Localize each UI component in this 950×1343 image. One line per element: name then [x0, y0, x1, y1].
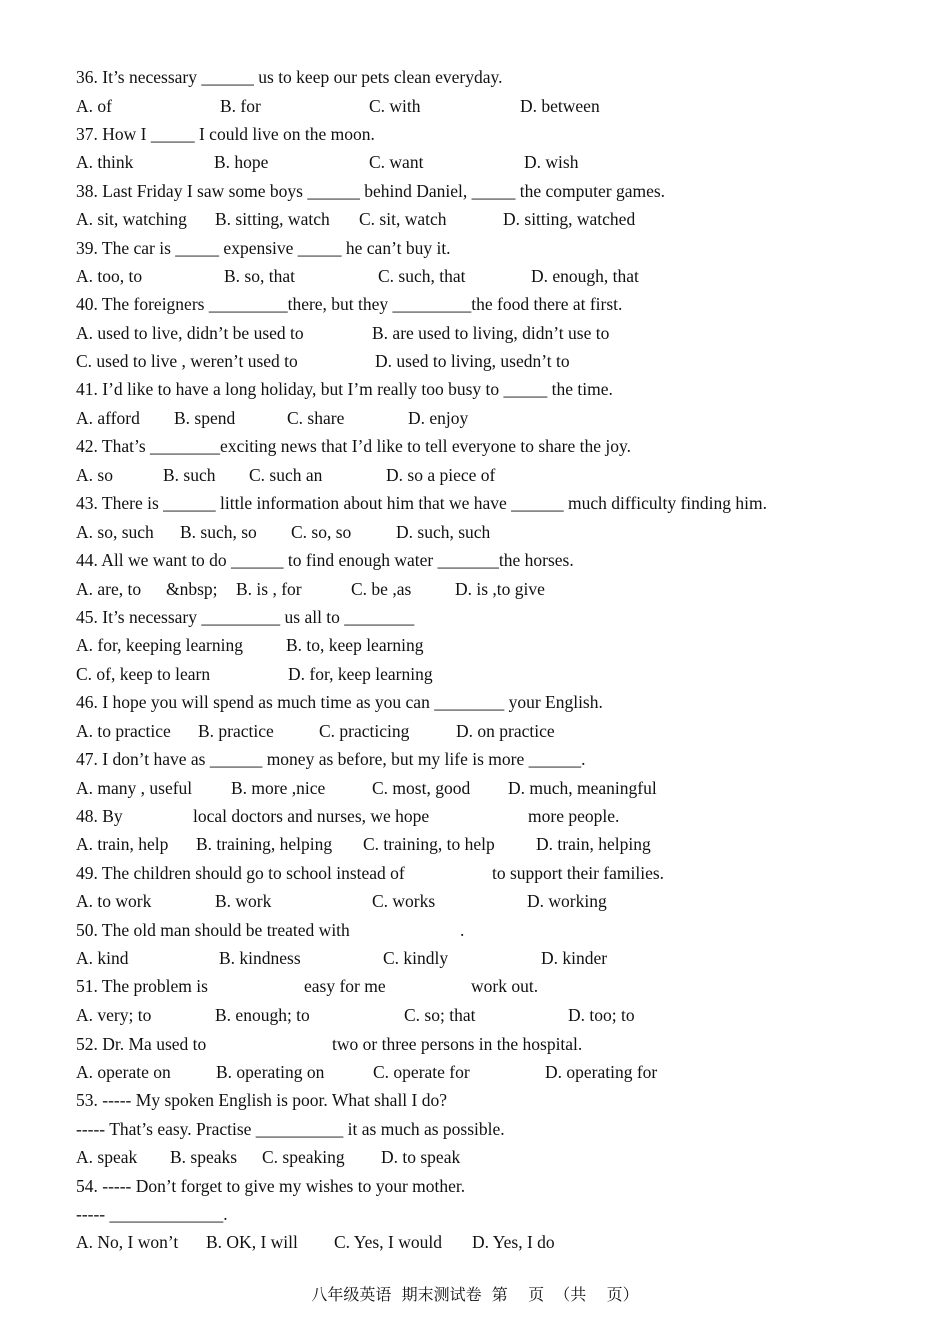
option-c: C. so, so — [291, 522, 352, 542]
option-a: A. speak — [76, 1147, 138, 1167]
stem-part: 49. The children should go to school instead of — [76, 863, 405, 883]
option-b: B. operating on — [216, 1062, 325, 1082]
option-b: B. for — [220, 96, 261, 116]
option-d: D. such, such — [396, 522, 491, 542]
option-a: A. too, to — [76, 266, 143, 286]
option-c: C. such, that — [378, 266, 466, 286]
option-d: D. is ,to give — [455, 579, 545, 599]
option-b: B. work — [215, 891, 272, 911]
option-a: A. of — [76, 96, 112, 116]
option-c: C. with — [369, 96, 421, 116]
question-37-stem: 37. How I _____ I could live on the moon. — [76, 124, 375, 144]
stem-part: . — [460, 920, 465, 940]
option-b: B. enough; to — [215, 1005, 310, 1025]
option-b: B. training, helping — [196, 834, 333, 854]
question-54-stem: 54. ----- Don’t forget to give my wishes to your mother. — [76, 1176, 466, 1196]
option-a: A. very; to — [76, 1005, 152, 1025]
option-c: C. sit, watch — [359, 209, 447, 229]
option-b: B. are used to living, didn’t use to — [372, 323, 610, 343]
option-c: C. share — [287, 408, 345, 428]
question-47-stem: 47. I don’t have as ______ money as before, but my life is more ______. — [76, 749, 586, 769]
option-a: A. are, to — [76, 579, 142, 599]
option-a: A. operate on — [76, 1062, 171, 1082]
option-a: A. many , useful — [76, 778, 193, 798]
option-d: D. kinder — [541, 948, 608, 968]
option-a: A. to practice — [76, 721, 171, 741]
option-d: D. too; to — [568, 1005, 635, 1025]
stem-part: 51. The problem is — [76, 976, 208, 996]
option-a: A. think — [76, 152, 134, 172]
option-b: B. hope — [214, 152, 269, 172]
option-b: B. kindness — [219, 948, 301, 968]
stem-part: 50. The old man should be treated with — [76, 920, 350, 940]
option-d: D. for, keep learning — [288, 664, 433, 684]
question-44-stem: 44. All we want to do ______ to find enough water _______the horses. — [76, 550, 574, 570]
option-b: B. sitting, watch — [215, 209, 330, 229]
option-b: B. such, so — [180, 522, 257, 542]
stem-part: two or three persons in the hospital. — [332, 1034, 583, 1054]
page-footer: 八年级英语 期末测试卷 第 页 （共 页） — [311, 1285, 639, 1304]
option-b: B. OK, I will — [206, 1232, 298, 1252]
stem-part: work out. — [471, 976, 539, 996]
question-41-stem: 41. I’d like to have a long holiday, but I’m really too busy to _____ the time. — [76, 379, 613, 399]
option-a: A. to work — [76, 891, 152, 911]
option-c: C. of, keep to learn — [76, 664, 211, 684]
option-c: C. most, good — [372, 778, 471, 798]
stem-part: 52. Dr. Ma used to — [76, 1034, 207, 1054]
stray-nbsp-text: &nbsp; — [166, 579, 218, 599]
stem-part: more people. — [528, 806, 620, 826]
stem-part: local doctors and nurses, we hope — [193, 806, 430, 826]
option-d: D. operating for — [545, 1062, 658, 1082]
option-b: B. so, that — [224, 266, 295, 286]
option-a: A. No, I won’t — [76, 1232, 179, 1252]
option-a: A. kind — [76, 948, 129, 968]
option-d: D. working — [527, 891, 607, 911]
option-d: D. enjoy — [408, 408, 469, 428]
question-36-stem: 36. It’s necessary ______ us to keep our pets clean everyday. — [76, 67, 503, 87]
option-d: D. Yes, I do — [472, 1232, 555, 1252]
option-d: D. much, meaningful — [508, 778, 657, 798]
question-45-stem: 45. It’s necessary _________ us all to ________ — [76, 607, 415, 627]
option-b: B. practice — [198, 721, 274, 741]
option-a: A. afford — [76, 408, 140, 428]
option-d: D. on practice — [456, 721, 555, 741]
question-53-stem: 53. ----- My spoken English is poor. What shall I do? — [76, 1090, 448, 1110]
option-d: D. wish — [524, 152, 579, 172]
question-46-stem: 46. I hope you will spend as much time as you can ________ your English. — [76, 692, 603, 712]
option-b: B. speaks — [170, 1147, 238, 1167]
option-d: D. so a piece of — [386, 465, 496, 485]
option-b: B. such — [163, 465, 216, 485]
option-c: C. such an — [249, 465, 323, 485]
option-c: C. practicing — [319, 721, 410, 741]
question-42-stem: 42. That’s ________exciting news that I’d like to tell everyone to share the joy. — [76, 436, 632, 456]
question-40-stem: 40. The foreigners _________there, but they _________the food there at first. — [76, 294, 623, 314]
stem-part: easy for me — [304, 976, 386, 996]
option-c: C. training, to help — [363, 834, 495, 854]
question-54-response: ----- _____________. — [76, 1204, 228, 1224]
option-a: A. sit, watching — [76, 209, 187, 229]
option-d: D. between — [520, 96, 600, 116]
option-b: B. more ,nice — [231, 778, 326, 798]
option-b: B. spend — [174, 408, 236, 428]
option-d: D. train, helping — [536, 834, 651, 854]
option-a: A. used to live, didn’t be used to — [76, 323, 304, 343]
option-c: C. speaking — [262, 1147, 345, 1167]
option-c: C. be ,as — [351, 579, 412, 599]
option-c: C. kindly — [383, 948, 449, 968]
option-d: D. sitting, watched — [503, 209, 636, 229]
option-b: B. to, keep learning — [286, 635, 424, 655]
question-39-stem: 39. The car is _____ expensive _____ he can’t buy it. — [76, 238, 451, 258]
option-a: A. so, such — [76, 522, 154, 542]
option-d: D. to speak — [381, 1147, 461, 1167]
option-d: D. enough, that — [531, 266, 639, 286]
stem-part: 48. By — [76, 806, 123, 826]
question-43-stem: 43. There is ______ little information about him that we have ______ much difficulty finding him. — [76, 493, 767, 513]
option-c: C. Yes, I would — [334, 1232, 442, 1252]
option-d: D. used to living, usedn’t to — [375, 351, 570, 371]
option-c: C. operate for — [373, 1062, 470, 1082]
option-a: A. for, keeping learning — [76, 635, 243, 655]
option-c: C. so; that — [404, 1005, 476, 1025]
option-a: A. train, help — [76, 834, 169, 854]
option-c: C. used to live , weren’t used to — [76, 351, 298, 371]
question-38-stem: 38. Last Friday I saw some boys ______ behind Daniel, _____ the computer games. — [76, 181, 666, 201]
option-a: A. so — [76, 465, 113, 485]
option-c: C. works — [372, 891, 436, 911]
question-53-response: ----- That’s easy. Practise __________ it as much as possible. — [76, 1119, 505, 1139]
option-c: C. want — [369, 152, 424, 172]
stem-part: to support their families. — [492, 863, 665, 883]
option-b: B. is , for — [236, 579, 302, 599]
